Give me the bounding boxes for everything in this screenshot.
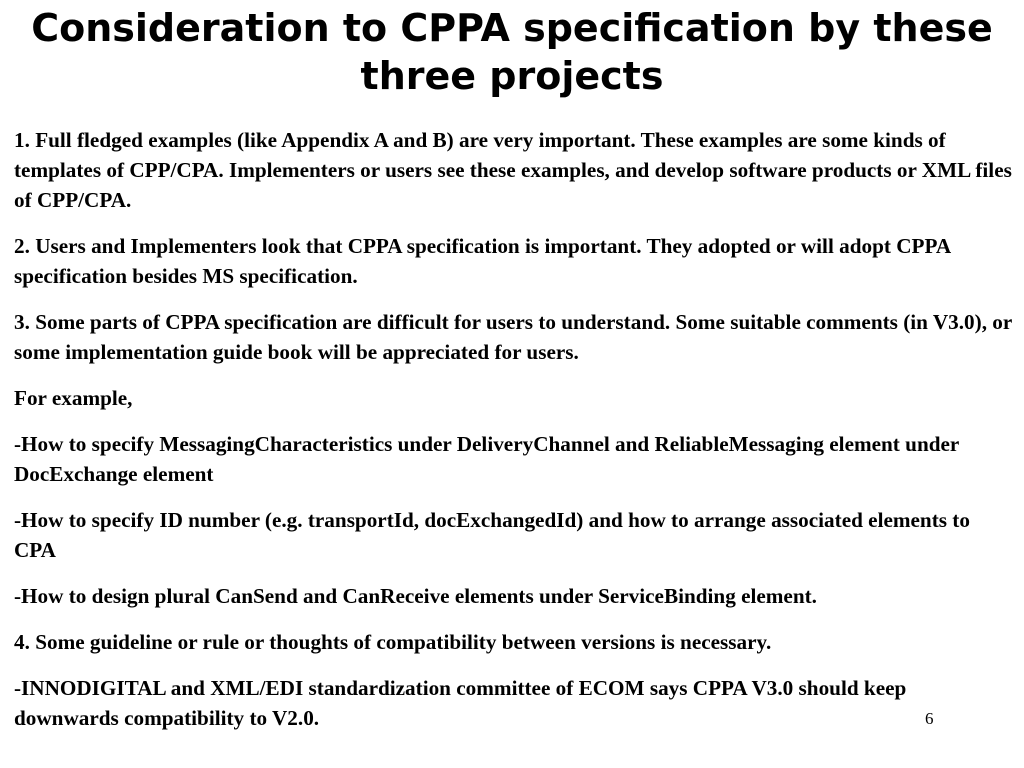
slide-title: Consideration to CPPA specification by these three projects <box>31 6 993 98</box>
paragraph-2: 2. Users and Implementers look that CPPA specification is important. They adopted or will adopt CPPA specification besides MS specification. <box>14 234 950 288</box>
example-item-id-number: -How to specify ID number (e.g. transportId, docExchangedId) and how to arrange associated elements to CPA <box>14 508 970 562</box>
example-item-messaging: -How to specify MessagingCharacteristics under DeliveryChannel and ReliableMessaging element under DocExchange element <box>14 432 959 486</box>
page-number: 6 <box>925 709 934 728</box>
paragraph-compatibility-note: -INNODIGITAL and XML/EDI standardization committee of ECOM says CPPA V3.0 should keep downwards compatibility to V2.0. <box>14 676 907 730</box>
example-item-service-binding: -How to design plural CanSend and CanReceive elements under ServiceBinding element. <box>14 584 817 608</box>
paragraph-3: 3. Some parts of CPPA specification are difficult for users to understand. Some suitable comments (in V3.0), or some implementation guide book will be appreciated for users. <box>14 310 1012 364</box>
paragraph-1: 1. Full fledged examples (like Appendix A and B) are very important. These examples are some kinds of templates of CPP/CPA. Implementers or users see these examples, and develop software products or XML files of CPP/CPA. <box>14 128 1012 212</box>
slide-body <box>14 125 1014 749</box>
paragraph-4: 4. Some guideline or rule or thoughts of compatibility between versions is necessary. <box>14 630 772 654</box>
paragraph-for-example: For example, <box>14 386 133 410</box>
